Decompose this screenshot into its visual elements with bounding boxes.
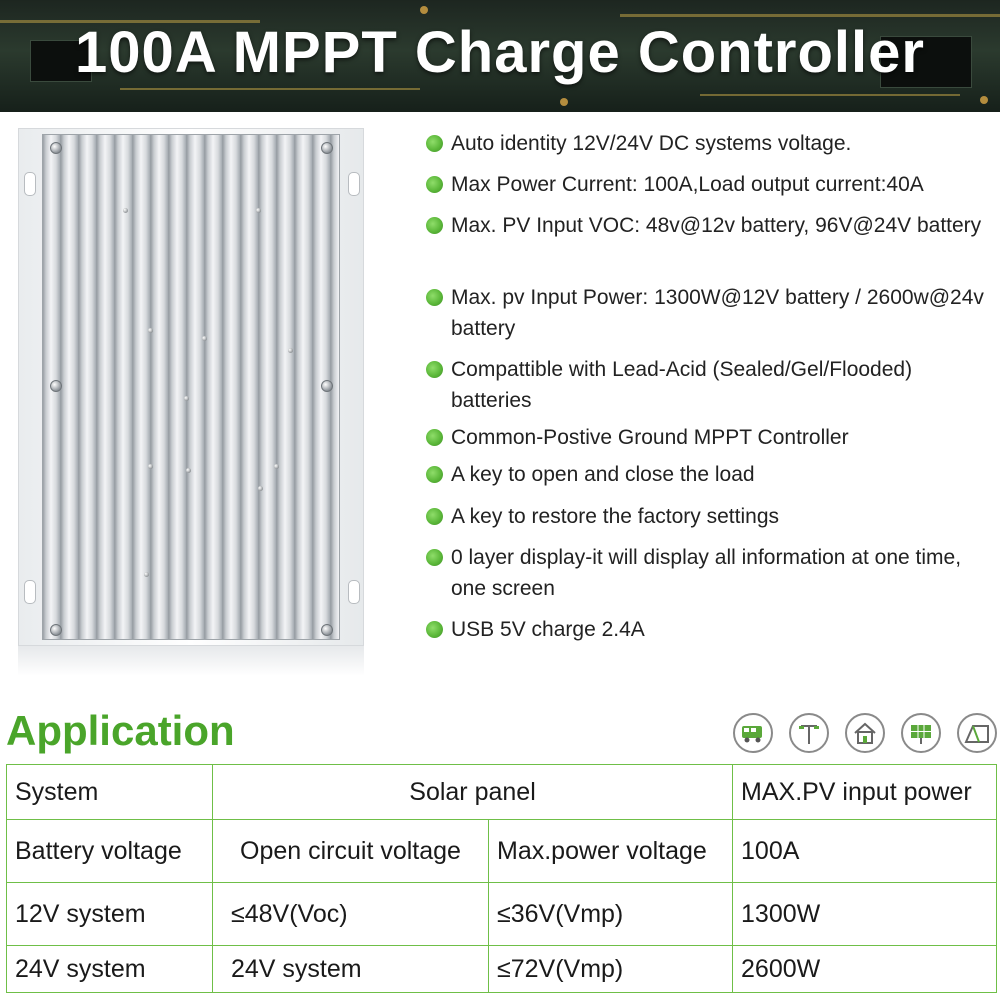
cell-voc: 24V system <box>213 946 489 993</box>
cell-power: 1300W <box>733 883 997 946</box>
green-bullet-icon <box>426 361 443 378</box>
mounting-slot <box>24 172 36 196</box>
header-banner <box>0 0 1000 112</box>
application-title: Application <box>6 707 235 754</box>
feature-text: A key to open and close the load <box>451 463 755 486</box>
tent-icon <box>957 713 997 753</box>
circuit-trace <box>700 94 960 96</box>
feature-text: 0 layer display-it will display all information at one time, one screen <box>451 546 962 600</box>
header-solar-panel: Solar panel <box>213 765 733 820</box>
feature-text: Max. PV Input VOC: 48v@12v battery, 96V@24V battery <box>451 214 982 237</box>
image-reflection <box>18 646 364 676</box>
rivet <box>288 348 293 353</box>
screw <box>50 142 62 154</box>
rivet <box>184 396 189 401</box>
cell-vmp: ≤72V(Vmp) <box>489 946 733 993</box>
spec-table <box>6 764 997 993</box>
rv-icon <box>733 713 773 753</box>
circuit-trace <box>620 14 1000 17</box>
screw <box>321 380 333 392</box>
solder-pad <box>980 96 988 104</box>
table-row <box>7 946 997 993</box>
cell-system: 24V system <box>7 946 213 993</box>
green-bullet-icon <box>426 549 443 566</box>
rivet <box>148 464 153 469</box>
house-icon <box>845 713 885 753</box>
table-header-row <box>7 765 997 820</box>
feature-text: Common-Postive Ground MPPT Controller <box>451 426 849 449</box>
cell-power: 2600W <box>733 946 997 993</box>
green-bullet-icon <box>426 135 443 152</box>
table-subheader-row <box>7 820 997 883</box>
feature-text: Auto identity 12V/24V DC systems voltage. <box>451 132 852 155</box>
screw <box>50 380 62 392</box>
subheader-max-power: Max.power voltage <box>489 820 733 883</box>
mounting-slot <box>348 580 360 604</box>
green-bullet-icon <box>426 176 443 193</box>
rivet <box>274 464 279 469</box>
header-max-pv: MAX.PV input power <box>733 765 997 820</box>
subheader-battery-voltage: Battery voltage <box>7 820 213 883</box>
feature-text: USB 5V charge 2.4A <box>451 618 645 641</box>
green-bullet-icon <box>426 508 443 525</box>
feature-text: Max. pv Input Power: 1300W@12V battery / 2600w@24v battery <box>451 286 984 340</box>
rivet <box>258 486 263 491</box>
page-title: 100A MPPT Charge Controller <box>75 20 925 85</box>
feature-text: Max Power Current: 100A,Load output current:40A <box>451 173 924 196</box>
rivet <box>144 572 149 577</box>
subheader-open-circuit: Open circuit voltage <box>213 820 489 883</box>
green-bullet-icon <box>426 289 443 306</box>
cell-voc: ≤48V(Voc) <box>213 883 489 946</box>
green-bullet-icon <box>426 621 443 638</box>
cell-vmp: ≤36V(Vmp) <box>489 883 733 946</box>
mounting-slot <box>24 580 36 604</box>
charge-controller-image <box>18 128 364 646</box>
feature-text: A key to restore the factory settings <box>451 505 779 528</box>
cell-system: 12V system <box>7 883 213 946</box>
mounting-slot <box>348 172 360 196</box>
street-lamp-icon <box>789 713 829 753</box>
header-system: System <box>7 765 213 820</box>
application-icons <box>733 713 997 759</box>
rivet <box>148 328 153 333</box>
green-bullet-icon <box>426 429 443 446</box>
heatsink-fins <box>42 134 340 640</box>
screw <box>321 142 333 154</box>
subheader-current: 100A <box>733 820 997 883</box>
circuit-trace <box>120 88 420 90</box>
table-row <box>7 883 997 946</box>
solder-pad <box>420 6 428 14</box>
rivet <box>123 208 128 213</box>
screw <box>321 624 333 636</box>
screw <box>50 624 62 636</box>
feature-text: Compattible with Lead-Acid (Sealed/Gel/Flooded) batteries <box>451 358 913 412</box>
solder-pad <box>560 98 568 106</box>
rivet <box>256 208 261 213</box>
solar-panel-icon <box>901 713 941 753</box>
rivet <box>186 468 191 473</box>
green-bullet-icon <box>426 217 443 234</box>
rivet <box>202 336 207 341</box>
green-bullet-icon <box>426 466 443 483</box>
